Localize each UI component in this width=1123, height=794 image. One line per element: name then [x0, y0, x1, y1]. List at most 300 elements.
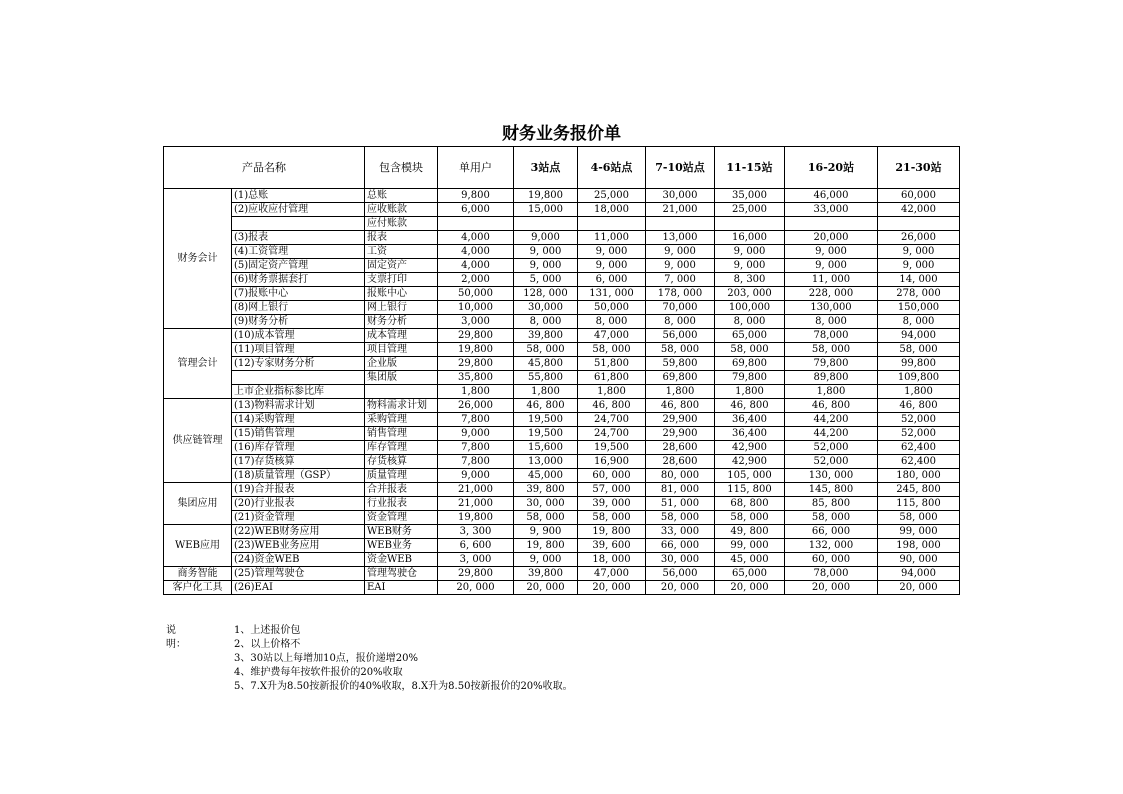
product-cell: (19)合并报表: [232, 483, 365, 497]
price-cell: 24,700: [578, 427, 646, 441]
module-cell: 应付账款: [365, 217, 438, 231]
price-cell: 58, 000: [785, 343, 878, 357]
price-cell: 39, 600: [578, 539, 646, 553]
price-cell: 79,800: [715, 371, 785, 385]
price-cell: 14, 000: [878, 273, 960, 287]
price-cell: 21,000: [646, 203, 715, 217]
price-cell: 57, 000: [578, 483, 646, 497]
col-header-7-10: 7-10站点: [646, 147, 715, 189]
price-cell: 278, 000: [878, 287, 960, 301]
module-cell: 总账: [365, 189, 438, 203]
table-row: [164, 553, 960, 567]
notes-list: [234, 624, 573, 694]
price-cell: 30, 000: [514, 497, 578, 511]
price-cell: 46, 800: [715, 399, 785, 413]
price-cell: 20, 000: [878, 581, 960, 595]
price-cell: 99, 000: [878, 525, 960, 539]
module-cell: WEB业务: [365, 539, 438, 553]
price-cell: 78,000: [785, 567, 878, 581]
price-cell: 45, 000: [715, 553, 785, 567]
header-row: [164, 147, 960, 189]
table-row: [164, 427, 960, 441]
col-header-4-6: 4-6站点: [578, 147, 646, 189]
product-cell: (7)报账中心: [232, 287, 365, 301]
module-cell: 财务分析: [365, 315, 438, 329]
price-cell: 46, 800: [878, 399, 960, 413]
module-cell: 合并报表: [365, 483, 438, 497]
price-cell: 20, 000: [646, 581, 715, 595]
notes-label: 说明：: [166, 625, 186, 650]
price-cell: 58, 000: [646, 511, 715, 525]
price-cell: 19,500: [514, 413, 578, 427]
table-row: [164, 301, 960, 315]
col-header-21-30: 21-30站: [878, 147, 960, 189]
price-cell: [785, 217, 878, 231]
price-cell: 180, 000: [878, 469, 960, 483]
table-row: [164, 539, 960, 553]
price-cell: 130,000: [785, 301, 878, 315]
price-cell: 19, 800: [578, 525, 646, 539]
table-row: [164, 217, 960, 231]
price-cell: 19,800: [438, 343, 514, 357]
module-cell: 库存管理: [365, 441, 438, 455]
price-cell: 131, 000: [578, 287, 646, 301]
price-cell: 2,000: [438, 273, 514, 287]
module-cell: 物料需求计划: [365, 399, 438, 413]
price-cell: 69,800: [646, 371, 715, 385]
table-row: [164, 259, 960, 273]
table-row: [164, 511, 960, 525]
price-cell: 42,000: [878, 203, 960, 217]
price-cell: 7, 000: [646, 273, 715, 287]
price-cell: 9, 000: [514, 553, 578, 567]
price-cell: 9,000: [438, 469, 514, 483]
price-cell: 1,800: [646, 385, 715, 399]
product-cell: (17)存货核算: [232, 455, 365, 469]
price-cell: 35,800: [438, 371, 514, 385]
price-cell: 28,600: [646, 441, 715, 455]
price-cell: 109,800: [878, 371, 960, 385]
product-cell: (15)销售管理: [232, 427, 365, 441]
price-cell: 52,000: [785, 455, 878, 469]
price-cell: 11, 000: [785, 273, 878, 287]
price-cell: 36,400: [715, 413, 785, 427]
product-cell: (9)财务分析: [232, 315, 365, 329]
price-cell: 150,000: [878, 301, 960, 315]
price-cell: [578, 217, 646, 231]
price-cell: 58, 000: [646, 343, 715, 357]
price-cell: 26,000: [438, 399, 514, 413]
price-cell: 15,000: [514, 203, 578, 217]
price-cell: 19,800: [514, 189, 578, 203]
price-cell: 9, 000: [646, 259, 715, 273]
price-cell: 52,000: [878, 427, 960, 441]
price-cell: 9, 000: [715, 245, 785, 259]
price-cell: 78,000: [785, 329, 878, 343]
price-cell: 1,800: [578, 385, 646, 399]
price-cell: 30,000: [646, 189, 715, 203]
product-cell: (8)网上银行: [232, 301, 365, 315]
price-cell: 47,000: [578, 567, 646, 581]
price-cell: 26,000: [878, 231, 960, 245]
price-cell: 99,800: [878, 357, 960, 371]
price-cell: 4,000: [438, 231, 514, 245]
module-cell: 报账中心: [365, 287, 438, 301]
module-cell: 质量管理: [365, 469, 438, 483]
price-cell: 115, 800: [715, 483, 785, 497]
module-cell: 采购管理: [365, 413, 438, 427]
price-cell: 51,800: [578, 357, 646, 371]
col-header-module: 包含模块: [365, 147, 438, 189]
price-cell: 56,000: [646, 329, 715, 343]
price-cell: 85, 800: [785, 497, 878, 511]
price-cell: 1,800: [878, 385, 960, 399]
price-cell: 9, 000: [578, 259, 646, 273]
price-cell: 13,000: [646, 231, 715, 245]
category-cell: 商务智能: [164, 567, 232, 581]
product-cell: (21)资金管理: [232, 511, 365, 525]
category-cell: 供应链管理: [164, 399, 232, 483]
price-cell: 30, 000: [646, 553, 715, 567]
price-cell: 55,800: [514, 371, 578, 385]
price-cell: 25,000: [715, 203, 785, 217]
col-header-product: 产品名称: [164, 147, 365, 189]
product-cell: (4)工资管理: [232, 245, 365, 259]
price-cell: 8, 000: [715, 315, 785, 329]
table-row: [164, 329, 960, 343]
price-cell: 45,000: [514, 469, 578, 483]
table-row: [164, 273, 960, 287]
price-cell: 245, 800: [878, 483, 960, 497]
table-row: [164, 469, 960, 483]
table-row: [164, 399, 960, 413]
price-cell: 33,000: [785, 203, 878, 217]
price-cell: 61,800: [578, 371, 646, 385]
price-cell: 46, 800: [514, 399, 578, 413]
price-cell: 6, 600: [438, 539, 514, 553]
price-cell: 68, 800: [715, 497, 785, 511]
price-cell: 9, 000: [646, 245, 715, 259]
price-cell: 60, 000: [578, 469, 646, 483]
price-cell: 62,400: [878, 441, 960, 455]
price-cell: 9, 000: [715, 259, 785, 273]
price-cell: 9, 000: [785, 259, 878, 273]
col-header-single: 单用户: [438, 147, 514, 189]
price-cell: 9, 000: [785, 245, 878, 259]
table-row: [164, 343, 960, 357]
price-cell: 5, 000: [514, 273, 578, 287]
price-cell: 46, 800: [578, 399, 646, 413]
price-cell: 52,000: [878, 413, 960, 427]
module-cell: 企业版: [365, 357, 438, 371]
price-cell: 178, 000: [646, 287, 715, 301]
module-cell: EAI: [365, 581, 438, 595]
price-cell: 21,000: [438, 497, 514, 511]
price-cell: 24,700: [578, 413, 646, 427]
price-cell: 3,000: [438, 315, 514, 329]
product-cell: (13)物料需求计划: [232, 399, 365, 413]
module-cell: 存货核算: [365, 455, 438, 469]
price-cell: 58, 000: [514, 511, 578, 525]
price-cell: 39, 800: [514, 483, 578, 497]
price-cell: 20, 000: [514, 581, 578, 595]
table-row: [164, 441, 960, 455]
price-cell: 42,900: [715, 441, 785, 455]
module-cell: 行业报表: [365, 497, 438, 511]
note-item: 4、维护费每年按软件报价的20%收取: [234, 667, 403, 678]
price-cell: 81, 000: [646, 483, 715, 497]
note-item: 2、以上价格不: [234, 639, 301, 650]
price-cell: 105, 000: [715, 469, 785, 483]
price-cell: 10,000: [438, 301, 514, 315]
price-cell: 29,800: [438, 567, 514, 581]
page-title: 财务业务报价单: [502, 124, 621, 144]
price-cell: 198, 000: [878, 539, 960, 553]
price-cell: 35,000: [715, 189, 785, 203]
col-header-3: 3站点: [514, 147, 578, 189]
price-table: [163, 146, 960, 595]
product-cell: (14)采购管理: [232, 413, 365, 427]
price-cell: 16,900: [578, 455, 646, 469]
price-cell: 1,800: [785, 385, 878, 399]
price-cell: 7,800: [438, 455, 514, 469]
module-cell: 工资: [365, 245, 438, 259]
module-cell: 资金WEB: [365, 553, 438, 567]
price-cell: 59,800: [646, 357, 715, 371]
module-cell: 支票打印: [365, 273, 438, 287]
price-cell: 20, 000: [785, 581, 878, 595]
price-cell: 13,000: [514, 455, 578, 469]
module-cell: WEB财务: [365, 525, 438, 539]
price-cell: 4,000: [438, 245, 514, 259]
product-cell: (12)专家财务分析: [232, 357, 365, 371]
price-cell: 79,800: [785, 357, 878, 371]
price-cell: 66, 000: [785, 525, 878, 539]
module-cell: 固定资产: [365, 259, 438, 273]
note-item: 3、30站以上每增加10点，报价递增20%: [234, 653, 419, 664]
product-cell: (18)质量管理（GSP）: [232, 469, 365, 483]
price-cell: [514, 217, 578, 231]
table-row: [164, 315, 960, 329]
price-cell: 58, 000: [878, 343, 960, 357]
module-cell: 应收账款: [365, 203, 438, 217]
price-cell: 130, 000: [785, 469, 878, 483]
product-cell: [232, 371, 365, 385]
price-cell: 20, 000: [578, 581, 646, 595]
table-row: [164, 525, 960, 539]
table-row: [164, 497, 960, 511]
product-cell: (26)EAI: [232, 581, 365, 595]
price-cell: 8, 000: [878, 315, 960, 329]
price-cell: 20, 000: [715, 581, 785, 595]
price-cell: 8, 300: [715, 273, 785, 287]
price-cell: 62,400: [878, 455, 960, 469]
price-cell: 39,800: [514, 567, 578, 581]
price-cell: 70,000: [646, 301, 715, 315]
price-cell: 29,900: [646, 413, 715, 427]
price-cell: 1,800: [438, 385, 514, 399]
table-row: [164, 567, 960, 581]
price-cell: 51, 000: [646, 497, 715, 511]
table-row: [164, 245, 960, 259]
price-cell: 4,000: [438, 259, 514, 273]
price-cell: 58, 000: [514, 343, 578, 357]
note-item: 1、上述报价包: [234, 625, 301, 636]
price-cell: 19,500: [514, 427, 578, 441]
price-cell: 94,000: [878, 567, 960, 581]
price-cell: 29,900: [646, 427, 715, 441]
product-cell: (24)资金WEB: [232, 553, 365, 567]
note-item: 5、7.X升为8.50按新报价的40%收取，8.X升为8.50按新报价的20%收取。: [234, 681, 573, 692]
price-cell: 29,800: [438, 329, 514, 343]
price-cell: 28,600: [646, 455, 715, 469]
table-row: [164, 581, 960, 595]
col-header-16-20: 16-20站: [785, 147, 878, 189]
module-cell: 销售管理: [365, 427, 438, 441]
category-cell: 集团应用: [164, 483, 232, 525]
price-cell: 30,000: [514, 301, 578, 315]
price-cell: 58, 000: [785, 511, 878, 525]
price-cell: 11,000: [578, 231, 646, 245]
price-cell: 21,000: [438, 483, 514, 497]
table-row: [164, 357, 960, 371]
price-cell: 9, 900: [514, 525, 578, 539]
price-cell: 80, 000: [646, 469, 715, 483]
price-cell: 47,000: [578, 329, 646, 343]
module-cell: [365, 385, 438, 399]
price-cell: 128, 000: [514, 287, 578, 301]
price-cell: 9, 000: [878, 259, 960, 273]
price-cell: 15,600: [514, 441, 578, 455]
price-cell: 45,800: [514, 357, 578, 371]
table-row: [164, 371, 960, 385]
table-row: [164, 189, 960, 203]
price-cell: 6,000: [438, 203, 514, 217]
product-cell: (22)WEB财务应用: [232, 525, 365, 539]
price-cell: 44,200: [785, 427, 878, 441]
price-cell: 9,800: [438, 189, 514, 203]
product-cell: (5)固定资产管理: [232, 259, 365, 273]
price-cell: 115, 800: [878, 497, 960, 511]
price-cell: 19, 800: [514, 539, 578, 553]
price-cell: 9, 000: [878, 245, 960, 259]
table-row: [164, 483, 960, 497]
module-cell: 报表: [365, 231, 438, 245]
product-cell: (10)成本管理: [232, 329, 365, 343]
price-cell: 56,000: [646, 567, 715, 581]
price-cell: 36,400: [715, 427, 785, 441]
price-cell: 94,000: [878, 329, 960, 343]
price-cell: 8, 000: [578, 315, 646, 329]
price-cell: 6, 000: [578, 273, 646, 287]
module-cell: 集团版: [365, 371, 438, 385]
price-cell: [715, 217, 785, 231]
price-cell: 65,000: [715, 567, 785, 581]
price-table-body: [164, 189, 960, 595]
price-cell: 8, 000: [514, 315, 578, 329]
price-cell: 52,000: [785, 441, 878, 455]
price-cell: 69,800: [715, 357, 785, 371]
price-cell: 29,800: [438, 357, 514, 371]
price-cell: 58, 000: [715, 511, 785, 525]
price-cell: 18,000: [578, 203, 646, 217]
table-row: [164, 203, 960, 217]
price-cell: 46, 800: [646, 399, 715, 413]
product-cell: [232, 217, 365, 231]
price-cell: [878, 217, 960, 231]
category-cell: WEB应用: [164, 525, 232, 567]
price-cell: 66, 000: [646, 539, 715, 553]
table-row: [164, 287, 960, 301]
price-cell: 99, 000: [715, 539, 785, 553]
price-cell: 50,000: [578, 301, 646, 315]
price-cell: 65,000: [715, 329, 785, 343]
category-cell: 客户化工具: [164, 581, 232, 595]
price-cell: 19,500: [578, 441, 646, 455]
price-cell: 9, 000: [514, 245, 578, 259]
product-cell: 上市企业指标参比库: [232, 385, 365, 399]
table-row: [164, 455, 960, 469]
module-cell: 网上银行: [365, 301, 438, 315]
price-cell: 39,800: [514, 329, 578, 343]
product-cell: (16)库存管理: [232, 441, 365, 455]
price-cell: 42,900: [715, 455, 785, 469]
price-cell: 1,800: [514, 385, 578, 399]
module-cell: 管理驾驶仓: [365, 567, 438, 581]
module-cell: 成本管理: [365, 329, 438, 343]
price-cell: 60, 000: [785, 553, 878, 567]
price-cell: 44,200: [785, 413, 878, 427]
module-cell: 资金管理: [365, 511, 438, 525]
price-cell: 9, 000: [514, 259, 578, 273]
price-cell: 3, 000: [438, 553, 514, 567]
price-cell: 16,000: [715, 231, 785, 245]
price-cell: 9, 000: [578, 245, 646, 259]
price-cell: 1,800: [715, 385, 785, 399]
price-cell: 18, 000: [578, 553, 646, 567]
product-cell: (1)总账: [232, 189, 365, 203]
price-cell: 58, 000: [878, 511, 960, 525]
product-cell: (20)行业报表: [232, 497, 365, 511]
col-header-11-15: 11-15站: [715, 147, 785, 189]
price-cell: 7,800: [438, 441, 514, 455]
product-cell: (23)WEB业务应用: [232, 539, 365, 553]
price-cell: 60,000: [878, 189, 960, 203]
price-cell: 203, 000: [715, 287, 785, 301]
price-cell: 49, 800: [715, 525, 785, 539]
price-cell: 58, 000: [578, 343, 646, 357]
price-cell: 58, 000: [578, 511, 646, 525]
price-cell: 46,000: [785, 189, 878, 203]
price-cell: 8, 000: [646, 315, 715, 329]
price-cell: 145, 800: [785, 483, 878, 497]
price-cell: 228, 000: [785, 287, 878, 301]
price-cell: 58, 000: [715, 343, 785, 357]
category-cell: 财务会计: [164, 189, 232, 329]
product-cell: (11)项目管理: [232, 343, 365, 357]
price-cell: 9,000: [514, 231, 578, 245]
price-cell: 89,800: [785, 371, 878, 385]
price-cell: 100,000: [715, 301, 785, 315]
price-cell: 7,800: [438, 413, 514, 427]
table-row: [164, 231, 960, 245]
price-cell: 8, 000: [785, 315, 878, 329]
price-cell: [646, 217, 715, 231]
table-row: [164, 385, 960, 399]
price-cell: 25,000: [578, 189, 646, 203]
product-cell: (6)财务票据套打: [232, 273, 365, 287]
price-cell: 20, 000: [438, 581, 514, 595]
